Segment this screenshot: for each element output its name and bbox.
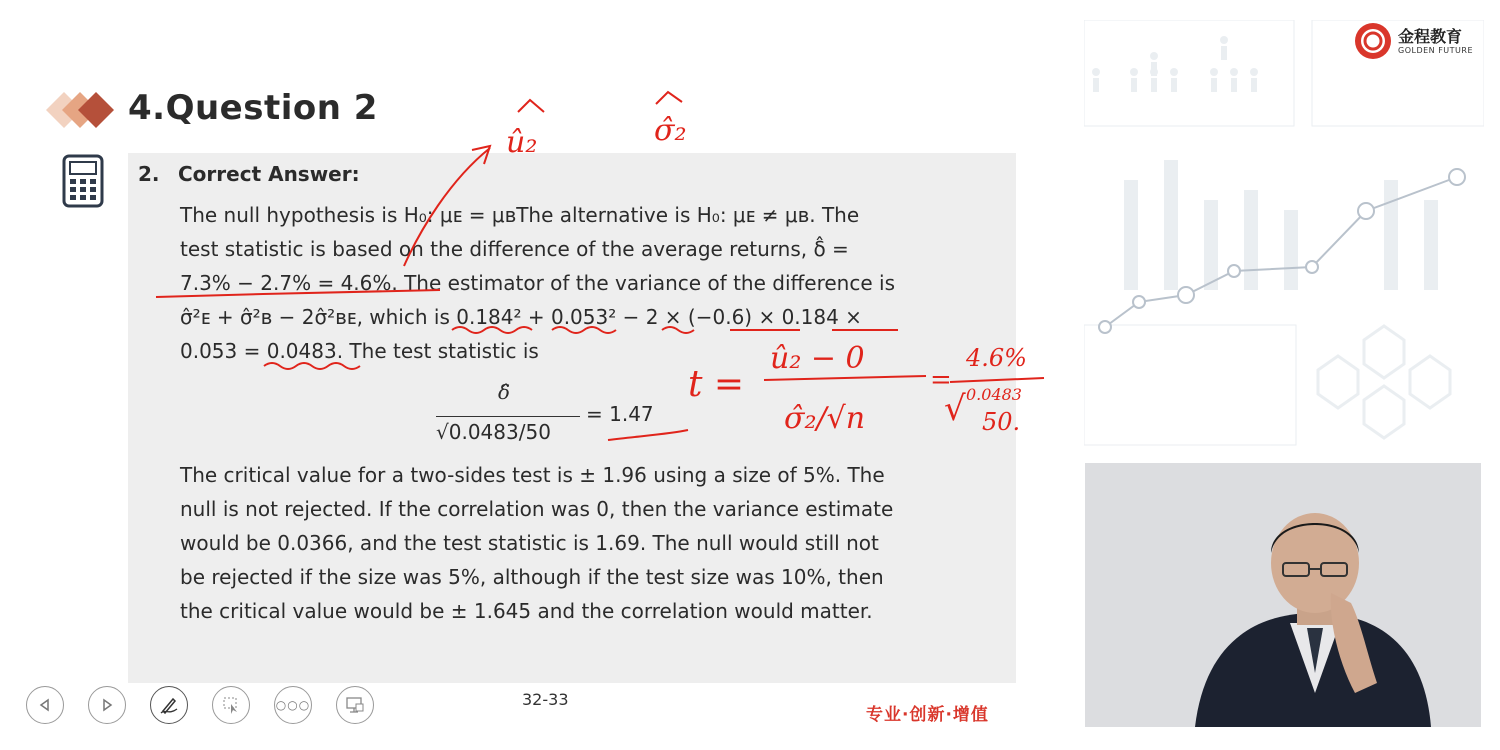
- presenter-video: [1085, 463, 1481, 727]
- prev-slide-button[interactable]: [26, 686, 64, 724]
- pointer-icon: [221, 695, 241, 715]
- slide-title: 4.Question 2: [128, 88, 378, 128]
- logo-chinese: 金程教育: [1398, 27, 1463, 46]
- mu-hat-annotation: û₂: [506, 125, 538, 160]
- next-icon: [100, 698, 114, 712]
- presenter-figure: [1085, 463, 1481, 727]
- title-diamond-decoration: [44, 90, 124, 130]
- rhs-n-annotation: 50.: [982, 408, 1021, 436]
- more-icon: ○○○: [275, 698, 311, 712]
- answer-line: σ̂²ᴇ + σ̂²ʙ − 2σ̂²ʙᴇ, which is 0.184² + 0.053² − 2 × (−0.6) × 0.184 ×: [180, 305, 862, 329]
- question-heading-label: Correct Answer:: [178, 162, 360, 186]
- question-heading: [138, 162, 360, 186]
- rhs-sqrt: √: [944, 389, 966, 429]
- more-options-button[interactable]: [274, 686, 312, 724]
- slogan: 专业·创新·增值: [866, 705, 989, 725]
- red-hat: [518, 100, 544, 112]
- answer-line: test statistic is based on the difference of the average returns, δ̂ =: [180, 237, 849, 261]
- pen-icon: [159, 695, 179, 715]
- screen-switch-button[interactable]: [336, 686, 374, 724]
- rhs-denominator-annotation: 0.0483: [966, 385, 1022, 404]
- rhs-numerator-annotation: 4.6%: [966, 344, 1027, 372]
- red-hat: [656, 92, 682, 104]
- answer-line: 7.3% − 2.7% = 4.6%. The estimator of the variance of the difference is: [180, 271, 895, 295]
- answer-line: null is not rejected. If the correlation was 0, then the variance estimate: [180, 497, 894, 521]
- screen-icon: [345, 695, 365, 715]
- answer-body: [180, 198, 1000, 368]
- logo-emblem-icon: [1354, 22, 1392, 60]
- t-denominator-annotation: σ̂₂/√n: [784, 401, 866, 436]
- brand-logo: [1354, 22, 1488, 62]
- answer-line: the critical value would be ± 1.645 and the correlation would matter.: [180, 599, 873, 623]
- background-infographic: [1084, 20, 1484, 450]
- fraction-bar: [436, 416, 580, 417]
- pointer-tool-button[interactable]: [212, 686, 250, 724]
- answer-line: The critical value for a two-sides test is ± 1.96 using a size of 5%. The: [180, 463, 885, 487]
- sigma-hat-annotation: σ̂₂: [654, 113, 687, 148]
- fraction-result: = 1.47: [586, 402, 654, 426]
- t-formula-annotation: t =: [688, 364, 745, 405]
- prev-icon: [38, 698, 52, 712]
- pen-tool-button[interactable]: [150, 686, 188, 724]
- fraction-denominator: √0.0483/50: [436, 420, 551, 444]
- calculator-icon: [62, 154, 104, 208]
- answer-line: be rejected if the size was 5%, although if the test size was 10%, then: [180, 565, 884, 589]
- question-number: 2.: [138, 162, 160, 186]
- answer-line: would be 0.0366, and the test statistic is 1.69. The null would still not: [180, 531, 879, 555]
- fraction-numerator: δ̂: [498, 380, 511, 404]
- answer-line: 0.053 = 0.0483. The test statistic is: [180, 339, 539, 363]
- t-numerator-annotation: û₂ − 0: [770, 341, 865, 376]
- answer-body-continued: [180, 458, 1000, 628]
- logo-english: GOLDEN FUTURE: [1398, 46, 1474, 55]
- next-slide-button[interactable]: [88, 686, 126, 724]
- answer-line: The null hypothesis is H₀: μᴇ = μʙThe alternative is H₀: μᴇ ≠ μʙ. The: [180, 203, 860, 227]
- page-number: 32-33: [522, 690, 569, 709]
- rhs-equals: =: [930, 365, 952, 395]
